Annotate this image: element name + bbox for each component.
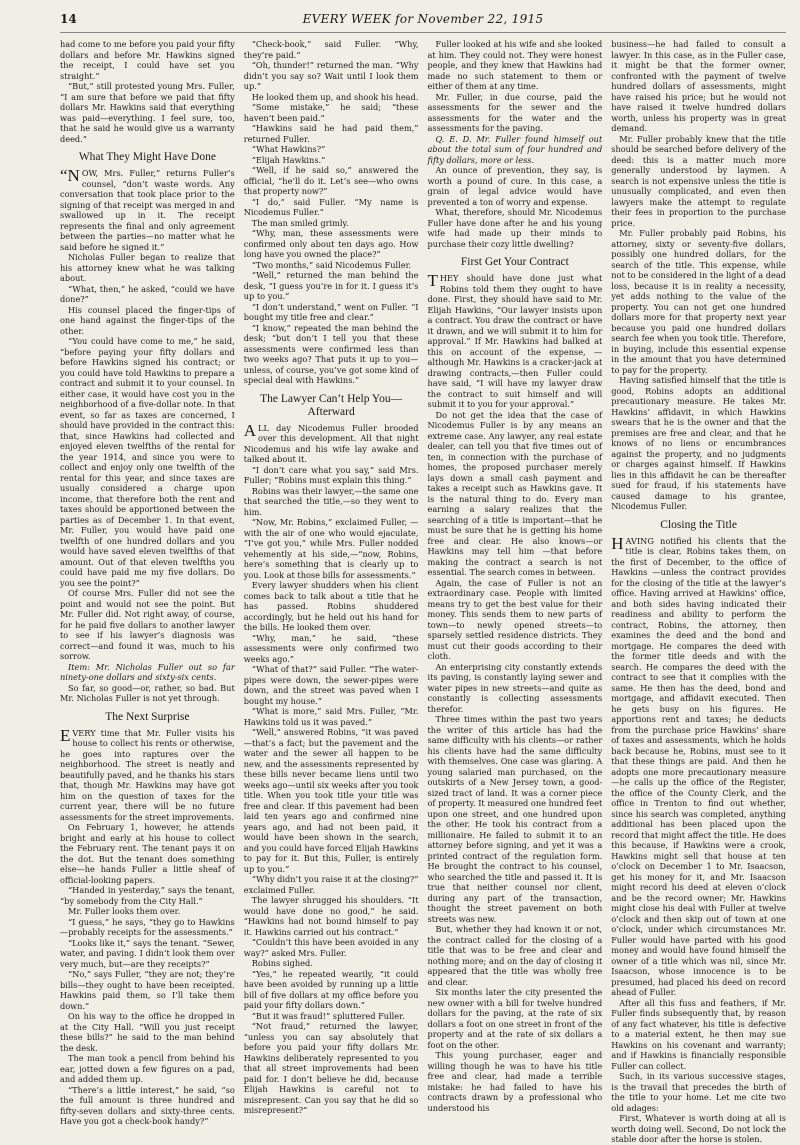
- paragraph-text: Mr. Fuller, in due course, paid the assessments for the sewer and the assessments for the water and the assessments for the paving.: [427, 91, 603, 133]
- drop-cap: H: [611, 533, 624, 553]
- paragraph-text: “What of that?” said Fuller. “The water-pipes were down, the sewer-pipes were down, and the street was paved when I bought my house.”: [243, 664, 419, 706]
- paragraph-text: Fuller looked at his wife and she looked at him. They could not. They were honest people, and they knew that Hawkins had made no such statement to them or either of them at any time.: [427, 39, 603, 91]
- paragraph: [244, 102, 419, 123]
- running-title: EVERY WEEK for November 22, 1915: [302, 12, 544, 26]
- paragraph: [244, 144, 419, 155]
- section-heading: The Next Surprise: [105, 710, 190, 723]
- paragraph: [428, 578, 603, 662]
- column-4: [611, 39, 786, 1144]
- paragraph: [244, 465, 419, 486]
- paragraph-text: “I know,” repeated the man behind the desk; “but don’t I tell you that these assessments were confirmed less than two weeks ago? That puts it up to you—unless, of course, you’ve got some kind of special deal with Hawkins.”: [243, 322, 419, 385]
- paragraph: [60, 284, 235, 305]
- paragraph: [60, 305, 235, 337]
- paragraph-text: “What is more,” said Mrs. Fuller, “Mr. Hawkins told us it was paved.”: [243, 706, 419, 727]
- page-header: [60, 10, 786, 33]
- section-heading: The Lawyer Can’t Help You—Afterward: [260, 392, 403, 418]
- paragraph: [428, 1050, 603, 1113]
- paragraph: [60, 39, 235, 81]
- paragraph-text: “Why, man, these assessments were confirmed only about ten days ago. How long have you owned the place?”: [243, 228, 419, 259]
- paragraph-text: So far, so good—or, rather, so bad. But Mr. Nicholas Fuller is not yet through.: [60, 682, 235, 703]
- paragraph-text: “Why, man,” he said, “these assessments were only confirmed two weeks ago.”: [243, 632, 419, 664]
- column-1: [60, 39, 235, 1126]
- paragraph-text: First, Whatever is worth doing at all is worth doing well. Second, Do not lock the stable door after the horse is stolen.: [611, 1113, 786, 1144]
- paragraph-text: LL day Nicodemus Fuller brooded over this development. All that night Nicodemus and his wife lay awake and talked about it.: [243, 422, 419, 464]
- paragraph: [428, 273, 603, 410]
- paragraph-text: “Two months,” said Nicodemus Fuller.: [251, 259, 412, 270]
- paragraph: [244, 633, 419, 665]
- paragraph: [244, 580, 419, 633]
- paragraph-text: Mr. Fuller probably knew that the title should be searched before delivery of the deed: this is a matter much more generally understood by laymen. A search is not expensive unless the title is unusually complicated, and even then lawyers make the attempt to regulate their fees in proportion to the purchase price.: [611, 133, 786, 228]
- paragraph-text: On his way to the office he dropped in at the City Hall. “Will you just receipt these bills?” he said to the man behind the desk.: [60, 1011, 235, 1053]
- paragraph: [244, 60, 419, 92]
- paragraph: [428, 714, 603, 924]
- section-heading: Closing the Title: [660, 518, 737, 531]
- paragraph-text: Nicholas Fuller began to realize that his attorney knew what he was talking about.: [60, 252, 235, 283]
- paragraph: [244, 92, 419, 103]
- paragraph-text: “Handed in yesterday,” says the tenant, “by somebody from the City Hall.”: [60, 885, 235, 906]
- paragraph-text: Six months later the city presented the new owner with a bill for twelve hundred dollars for the paving, at the rate of six dollars a foot on one street in front of the property and at the rate of six dollars a foot on the other.: [427, 987, 603, 1050]
- paragraph: [244, 895, 419, 937]
- paragraph-text: “What Hawkins?”: [251, 144, 326, 154]
- paragraph: [428, 662, 603, 715]
- section-heading: First Get Your Contract: [460, 256, 569, 268]
- paragraph: [60, 336, 235, 588]
- paragraph-text: An enterprising city constantly extends its paving, is constantly laying sewer and water pipes in new streets—and quite as constantly is collecting assessments therefor.: [427, 661, 603, 714]
- paragraph-text: “Well, if he said so,” answered the official, “he’ll do it. Let’s see—who owns that property now?”: [243, 165, 419, 196]
- paragraph: [244, 270, 419, 302]
- paragraph: [244, 1011, 419, 1022]
- paragraph: [60, 683, 235, 704]
- paragraph-text: HEY should have done just what Robins told them they ought to have done. First, they should have said to Mr. Elijah Hawkins, “Our lawyer insists upon a contract. You draw the contract or have it drawn, and we will submit it to him for approval.” If Mr. Hawkins had balked at this on account of the expense, —although Mr. Hawkins is a cracker-jack at drawing contracts,—then Fuller could have said, “I will have my lawyer draw the contract to suit himself and will submit it to you for your approval.”: [427, 273, 603, 409]
- paragraph-text: “You could have come to me,” he said, “before paying your fifty dollars and before Hawkins signed his contract; or you could have told Hawkins to prepare a contract and submit it to your counsel. In either case, it would have cost you in the neighborhood of a five-dollar note. In that event, so far as taxes are concerned, I should have provided in the contract this: that, since Hawkins had collected and enjoyed eleven twelfths of the rental for the year 1914, and since you were to collect and enjoy only one twelfth of the rental for this year, and since taxes are usually considered a charge upon income, that therefore both the rent and taxes should be apportioned between the parties as of December 1. In that event, Mr. Fuller, you would have paid one twelfth of one hundred dollars and you would have saved eleven twelfths of that amount. Out of that eleven twelfths you could have paid me my five dollars. Do you see the point?”: [60, 336, 235, 588]
- paragraph-text: “Now, Mr. Robins,” exclaimed Fuller, —with the air of one who would ejaculate, “I’ve got you,” while Mrs. Fuller nodded vehemently at his side,—“now, Robins, here’s something that is clearly up to you. Look at those bills for assessments.”: [243, 517, 419, 580]
- paragraph: [611, 375, 786, 512]
- paragraph-text: OW, Mrs. Fuller,” returns Fuller’s counsel, “don’t waste words. Any conversation that took place prior to the signing of that receipt was merged in and swallowed up in it. The receipt represents the final and only agreement between the parties—no matter what he said before he signed it.”: [60, 168, 235, 252]
- paragraph-text: Mr. Fuller probably paid Robins, his attorney, sixty or seventy-five dollars, possibly one hundred dollars, for the search of the title. This expense, while not to be considered in the light of a dead loss, because it is in reality a necessity, yet adds nothing to the value of the property. You can not get one hundred dollars more for that property next year because you paid one hundred dollars search fee when you took title. Therefore, in buying, include this essential expense in the amount that you have determined to pay for the property.: [611, 228, 786, 375]
- paragraph: [60, 906, 235, 917]
- paragraph-text: The man took a pencil from behind his ear, jotted down a few figures on a pad, and added them up.: [60, 1053, 235, 1084]
- paragraph-text: What, therefore, should Mr. Nicodemus Fuller have done after he and his young wife had made up their minds to purchase their cozy little dwelling?: [427, 207, 603, 249]
- paragraph: [428, 924, 603, 987]
- paragraph: [244, 123, 419, 144]
- paragraph: [244, 874, 419, 895]
- paragraph-text: “Hawkins said he had paid them,” returned Fuller.: [243, 123, 419, 144]
- paragraph: [611, 1071, 786, 1113]
- paragraph: [60, 662, 235, 683]
- paragraph-text: business—he had failed to consult a lawyer. In this case, as in the Fuller case, it might be that the former owner, confronted with the payment of twelve hundred dollars of assessments, might have raised his price; but he would not have raised it twelve hundred dollars worth, unless his property was in great demand.: [611, 39, 786, 133]
- paragraph-text: “I guess,” he says, “they go to Hawkins—probably receipts for the assessments.”: [60, 916, 235, 937]
- paragraph-text: On February 1, however, he attends bright and early at his house to collect the February rent. The tenant pays it on the dot. But the tenant does something else—he hands Fuller a little sheaf of official-looking papers.: [60, 822, 235, 885]
- paragraph-text: “Oh, thunder!” returned the man. “Why didn’t you say so? Wait until I look them up.”: [243, 60, 419, 91]
- paragraph: [428, 134, 603, 166]
- paragraph-text: Of course Mrs. Fuller did not see the point and would not see the point. But Mr. Fuller did. Not right away, of course, for he paid five dollars to another lawyer to see if his lawyer’s diagnosis was correct—and found it was, much to his sorrow.: [60, 588, 235, 661]
- paragraph: [60, 252, 235, 284]
- drop-cap: A: [243, 420, 257, 440]
- paragraph: [244, 958, 419, 969]
- paragraph: [244, 969, 419, 1011]
- paragraph: [60, 81, 235, 144]
- drop-cap: “N: [60, 166, 80, 185]
- paragraph: [244, 706, 419, 727]
- paragraph: [428, 410, 603, 578]
- paragraph: [60, 969, 235, 1011]
- paragraph: [244, 218, 419, 229]
- paragraph-text: “There’s a little interest,” he said, “so the full amount is three hundred and fifty-seven dollars and sixty-three cents. Have you got a check-book handy?”: [60, 1084, 235, 1126]
- paragraph-text: Item: Mr. Nicholas Fuller out so far ninety-one dollars and sixty-six cents.: [60, 661, 235, 682]
- paragraph-text: Again, the case of Fuller is not an extraordinary case. People with limited means try to get the best value for their money. This sends them to new parts of town—to newly opened streets—to sparsely settled residence districts. They must cut their goods according to their cloth.: [427, 577, 603, 661]
- paragraph-text: Robins sighed.: [251, 958, 313, 968]
- paragraph: [60, 822, 235, 885]
- paragraph-text: Do not get the idea that the case of Nicodemus Fuller is by any means an extreme case. Any lawyer, any real estate dealer, can tell you that five times out of ten, in connection with the purchase of homes, the proposed purchaser merely lays down a small cash payment and takes a receipt such as Hawkins gave. It is the natural thing to do. Every man earning a salary realizes that the searching of a title is important—that he must be sure that he is getting his home free and clear. He also knows—or Hawkins may tell him —that before making the contract a search is not essential. The search comes in between.: [427, 409, 603, 577]
- paragraph-text: “Check-book,” said Fuller. “Why, they’re paid.”: [243, 39, 419, 60]
- paragraph: [244, 323, 419, 386]
- paragraph-text: “But it was fraud!” spluttered Fuller.: [251, 1010, 405, 1021]
- paragraph-text: “Some mistake,” he said; “these haven’t been paid.”: [243, 102, 419, 123]
- paragraph-text: The lawyer shrugged his shoulders. “It would have done no good,” he said. “Hawkins had not bound himself to pay it. Hawkins carried out his contract.”: [243, 895, 419, 937]
- paragraph: [244, 155, 419, 166]
- paragraph: [428, 92, 603, 134]
- drop-cap: T: [427, 271, 438, 290]
- paragraph: [243, 420, 419, 465]
- paragraph: [60, 725, 235, 823]
- paragraph-text: “Why didn’t you raise it at the closing?” exclaimed Fuller.: [243, 874, 419, 895]
- paragraph: [244, 228, 419, 260]
- paragraph-text: “But,” still protested young Mrs. Fuller, “I am sure that before we paid that fifty dollars Mr. Hawkins said that everything was paid—everything. I feel sure, too, that he said he would give us a warranty deed.”: [60, 81, 235, 144]
- paragraph: [428, 207, 603, 249]
- paragraph-text: “Looks like it,” says the tenant. “Sewer, water, and paving. I didn’t look them over very much, but—are they receipts?”: [60, 937, 235, 969]
- paragraph: [244, 517, 419, 580]
- paragraph: [428, 987, 603, 1050]
- paragraph-text: “Yes,” he repeated wearily, “it could have been avoided by running up a little bill of five dollars at my office before you paid your fifty dollars down.”: [243, 968, 419, 1010]
- paragraph-text: “Couldn’t this have been avoided in any way?” asked Mrs. Fuller.: [243, 937, 419, 958]
- paragraph-text: His counsel placed the finger-tips of one hand against the finger-tips of the other.: [60, 304, 235, 336]
- paragraph: [611, 533, 786, 998]
- paragraph: [611, 39, 786, 134]
- paragraph: [60, 1053, 235, 1085]
- section-heading: What They Might Have Done: [78, 151, 216, 163]
- paragraph-text: He looked them up, and shook his head.: [251, 91, 419, 102]
- column-2: [243, 39, 419, 1115]
- paragraph: [428, 39, 603, 92]
- paragraph: [60, 917, 235, 938]
- paragraph-text: The man smiled grimly.: [251, 217, 349, 228]
- drop-cap: E: [60, 725, 71, 745]
- paragraph-text: After all this fuss and feathers, if Mr. Fuller finds subsequently that, by reason of any fact whatever, his title is defective to a material extent, he then may sue Hawkins on his covenant and warranty; and if Hawkins is financially responsible Fuller can collect.: [611, 997, 786, 1071]
- paragraph: [60, 588, 235, 662]
- paragraph-text: Having satisfied himself that the title is good, Robins adopts an additional precautionary measure. He takes Mr. Hawkins’ affidavit, in which Hawkins swears that he is the owner and that the premises are free and clear, and that he knows of no liens or encumbrances against the property, and no judgments or charges against himself. If Hawkins lies in this affidavit he can be thereafter sued for fraud, if his statements have caused damage to his grantee, Nicodemus Fuller.: [611, 375, 786, 511]
- page-number: 14: [60, 12, 77, 26]
- paragraph: [244, 39, 419, 60]
- paragraph-text: “I do,” said Fuller. “My name is Nicodemus Fuller.”: [243, 196, 419, 217]
- paragraph: [60, 1011, 235, 1053]
- paragraph-text: Robins was their lawyer,—the same one that searched the title,—so they went to him.: [243, 485, 419, 517]
- paragraph: [244, 1021, 419, 1116]
- column-3: [427, 39, 603, 1113]
- paragraph-text: Mr. Fuller looks them over.: [68, 906, 181, 916]
- paragraph: [244, 260, 419, 271]
- paragraph: [244, 937, 419, 958]
- paragraph: [244, 486, 419, 518]
- paragraph: [60, 885, 235, 906]
- paragraph-text: But, whether they had known it or not, the contract called for the closing of a title that was to be free and clear and nothing more; and on the day of closing it appeared that the title was wholly free and clear.: [427, 924, 603, 987]
- paragraph-text: “No,” says Fuller, “they are not; they’re bills—they ought to have been receipted. Hawkins paid them, so I’ll take them down.”: [60, 969, 235, 1011]
- paragraph-text: VERY time that Mr. Fuller visits his house to collect his rents or otherwise, he goes into raptures over the neighborhood. The street is neatly and beautifully paved, and he thanks his stars that, though Mr. Hawkins may have got him on the question of taxes for the current year, there will be no future assessments for the street improvements.: [60, 727, 235, 822]
- paragraph: [611, 134, 786, 229]
- paragraph-text: “I don’t care what you say,” said Mrs. Fuller; “Robins must explain this thing.”: [243, 464, 419, 485]
- paragraph: [244, 302, 419, 323]
- paragraph: [611, 1113, 786, 1145]
- paragraph-text: “Well,” answered Robins, “it was paved—that’s a fact; but the pavement and the water and the sewer all happen to be new, and the assessments represented by these bills never became liens until two weeks ago—until six weeks after you took title. When you took title your title was free and clear. If this pavement had been laid ten years ago and confirmed nine years ago, and had not been paid, it would have been shown in the search, and you could have forced Elijah Hawkins to pay for it. But this, Fuller, is entirely up to you.”: [243, 727, 419, 874]
- paragraph: [611, 228, 786, 375]
- paragraph: [244, 664, 419, 706]
- paragraph-text: “I don’t understand,” went on Fuller. “I bought my title free and clear.”: [243, 301, 419, 322]
- paragraph-text: Such, in its various successive stages, is the travail that precedes the birth of the title to your home. Let me cite two old adages:: [611, 1071, 786, 1113]
- paragraph-text: “Well,” returned the man behind the desk, “I guess you’re in for it. I guess it’s up to you.”: [243, 270, 419, 301]
- paragraph-text: Every lawyer shudders when his client comes back to talk about a title that he has passed. Robins shuddered accordingly, but he held out his hand for the bills. He looked them over.: [243, 580, 419, 632]
- paragraph-text: Q. E. D. Mr. Fuller found himself out about the total sum of four hundred and fifty dollars, more or less.: [427, 133, 603, 165]
- paragraph-text: An ounce of prevention, they say, is worth a pound of cure. In this case, a grain of legal advice would have prevented a ton of worry and expense.: [427, 165, 603, 207]
- paragraph-text: This young purchaser, eager and willing though he was to have his title free and clear, had made a terrible mistake: he had failed to have his contracts drawn by a professional who understood his: [427, 1050, 603, 1113]
- paragraph: [60, 1085, 235, 1127]
- paragraph-text: “Elijah Hawkins.”: [251, 154, 326, 165]
- paragraph: [428, 165, 603, 207]
- paragraph-text: “Not fraud,” returned the lawyer, “unless you can say absolutely that before you paid your fifty dollars Mr. Hawkins deliberately represented to you that all street improvements had been paid for. I don’t believe he did, because Elijah Hawkins is careful not to misrepresent. Can you say that he did so misrepresent?”: [243, 1021, 419, 1115]
- paragraph-text: had come to me before you paid your fifty dollars and before Mr. Hawkins signed the receipt, I could have set you straight.”: [60, 39, 235, 81]
- paragraph: [611, 998, 786, 1072]
- paragraph: [60, 938, 235, 970]
- paragraph: [60, 168, 235, 252]
- article-columns: [60, 39, 786, 1144]
- paragraph-text: AVING notified his clients that the title is clear, Robins takes them, on the first of December, to the office of Hawkins —unless the contract provides for the closing of the title at the lawyer’s office. Having arrived at Hawkins’ office, and both sides having indicated their readiness and ability to perform the contract, Robins, the attorney, then examines the deed and the bond and mortgage. He compares the deed with the former title deeds and with the search. He compares the deed with the contract to see that it complies with the same. He then has the deed, bond and mortgage, and affidavit executed. Then he gets busy on his figures. He apportions rent and taxes; he deducts from the purchase price Hawkins’ share of taxes and assessments, which he holds back because he, Robins, must see to it that these things are paid. And then he adopts one more precautionary measure—he calls up the office of the Register, the office of the County Clerk, and the office in Trenton to find out whether, since his search was completed, anything additional has been placed upon the record that might affect the title. He does this because, if Hawkins were a crook, Hawkins might sell that house at ten o’clock on December 1 to Mr. Isaacson, get his money for it, and Mr. Isaacson might record his deed at eleven o’clock and be the record owner; Mr. Hawkins might close his deal with Fuller at twelve o’clock and then skip out of town at one o’clock, under which circumstances Mr. Fuller would have parted with his good money and would have found himself the owner of a title which was nil, since Mr. Isaacson, whose innocence is to be presumed, had placed his deed on record ahead of Fuller.: [611, 535, 786, 997]
- paragraph: [244, 197, 419, 218]
- paragraph-text: Three times within the past two years the writer of this article has had the same difficulty with his clients—or rather his clients have had the same difficulty with themselves. One case was glaring. A young salaried man purchased, on the outskirts of a New Jersey town, a good-sized tract of land. It was a corner piece of property. It measured one hundred feet upon one street, and one hundred upon the other. He took his contract from a millionaire. He failed to submit it to an attorney before signing, and yet it was a printed contract of the regulation form. He brought the contract to his counsel, who searched the title and passed it. It is true that neither counsel nor client, during any part of the transaction, thought the street pavement on both streets was new.: [427, 714, 603, 924]
- paragraph: [244, 165, 419, 197]
- paragraph: [244, 727, 419, 874]
- paragraph-text: “What, then,” he asked, “could we have done?”: [60, 283, 235, 304]
